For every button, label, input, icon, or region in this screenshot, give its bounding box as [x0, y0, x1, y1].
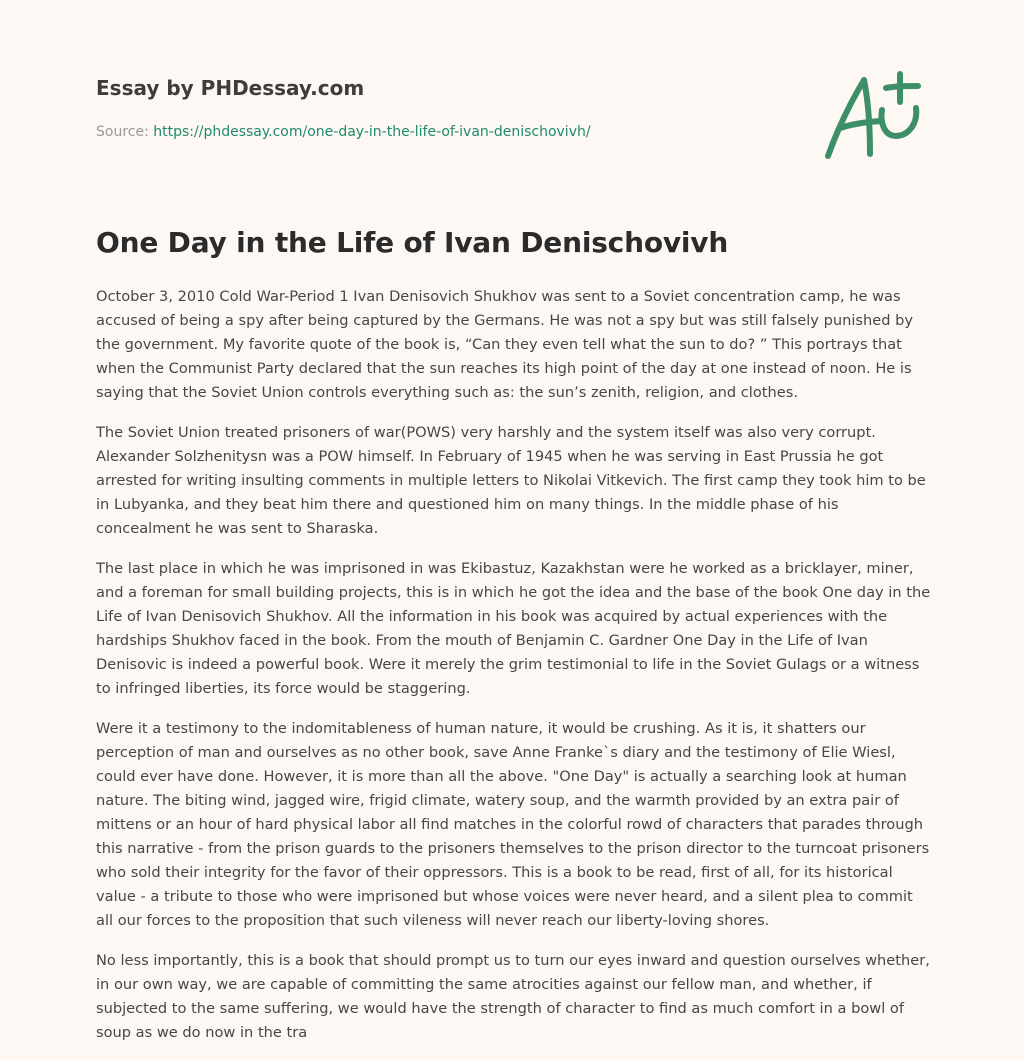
- site-brand: Essay by PHDessay.com: [96, 76, 365, 100]
- source-line: [96, 124, 591, 140]
- source-link[interactable]: https://phdessay.com/one-day-in-the-life-of-ivan-denischovivh/: [153, 124, 591, 140]
- essay-paragraph: October 3, 2010 Cold War-Period 1 Ivan Denisovich Shukhov was sent to a Soviet concentration camp, he was accused of being a spy after being captured by the Germans. He was not a spy but was still falsely punished by the government. My favorite quote of the book is, “Can they even tell what the sun to do? ” This portrays that when the Communist Party declared that the sun reaches its high point of the day at one instead of noon. He is saying that the Soviet Union controls everything such as: the sun’s zenith, religion, and clothes.: [96, 288, 914, 401]
- essay-paragraph: The Soviet Union treated prisoners of war(POWS) very harshly and the system itself was also very corrupt. Alexander Solzhenitysn was a POW himself. In February of 1945 when he was serving in East Prussia he got arrested for writing insulting comments in multiple letters to Nikolai Vitkevich. The first camp they took him to be in Lubyanka, and they beat him there and questioned him on many things. In the middle phase of his concealment he was sent to Sharaska.: [96, 424, 926, 537]
- essay-paragraph: The last place in which he was imprisoned in was Ekibastuz, Kazakhstan were he worked as a bricklayer, miner, and a foreman for small building projects, this is in which he got the idea and the base of the book One day in the Life of Ivan Denisovich Shukhov. All the information in his book was acquired by actual experiences with the hardships Shukhov faced in the book. From the mouth of Benjamin C. Gardner One Day in the Life of Ivan Denisovic is indeed a powerful book. Were it merely the grim testimonial to life in the Soviet Gulags or a witness to infringed liberties, its force would be staggering.: [96, 560, 931, 697]
- a-plus-logo-icon: [820, 66, 930, 166]
- essay-title: One Day in the Life of Ivan Denischovivh: [96, 226, 729, 259]
- essay-paragraph: No less importantly, this is a book that should prompt us to turn our eyes inward and question ourselves whether, in our own way, we are capable of committing the same atrocities against our fellow man, and whether, if subjected to the same suffering, we would have the strength of character to find as much comfort in a bowl of soup as we do now in the tra: [96, 952, 930, 1041]
- essay-body: [96, 285, 932, 1060]
- source-label: Source:: [96, 124, 154, 140]
- essay-paragraph: Were it a testimony to the indomitableness of human nature, it would be crushing. As it is, it shatters our perception of man and ourselves as no other book, save Anne Franke`s diary and the testimony of Elie Wiesl, could ever have done. However, it is more than all the above. "One Day" is actually a searching look at human nature. The biting wind, jagged wire, frigid climate, watery soup, and the warmth provided by an extra pair of mittens or an hour of hard physical labor all find matches in the colorful rowd of characters that parades through this narrative - from the prison guards to the prisoners themselves to the prison director to the turncoat prisoners who sold their integrity for the favor of their oppressors. This is a book to be read, first of all, for its historical value - a tribute to those who were imprisoned but whose voices were never heard, and a silent plea to commit all our forces to the proposition that such vileness will never reach our liberty-loving shores.: [96, 720, 930, 929]
